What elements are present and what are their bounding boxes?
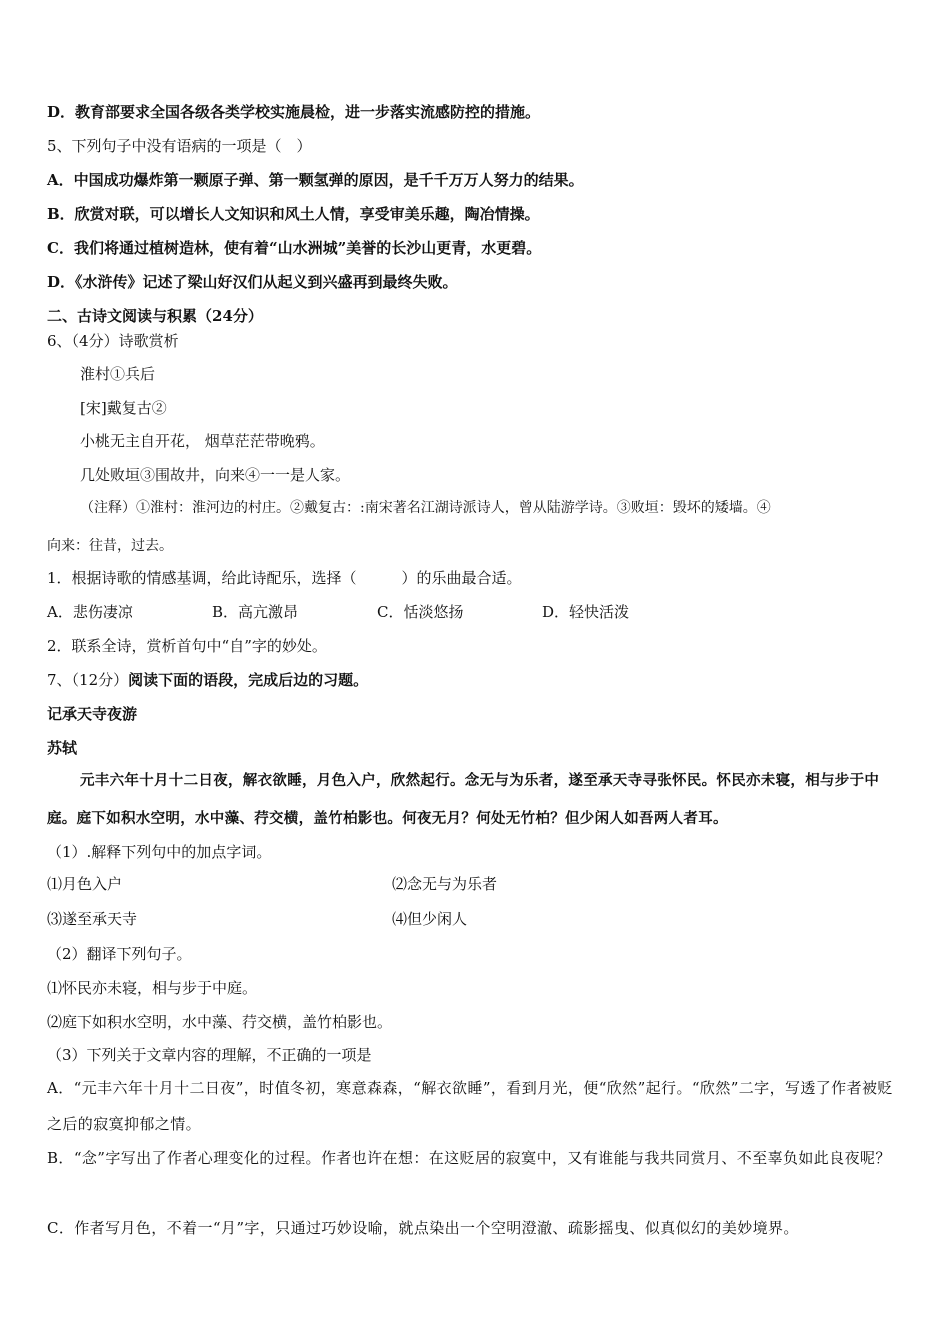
q7-part2-item-2: ⑵庭下如积水空明，水中藻、荇交横，盖竹柏影也。 [47,1013,393,1031]
q7-part2-stem: （2）翻译下列句子。 [47,945,192,963]
q5-option-d: D．《水浒传》记述了梁山好汉们从起义到兴盛再到最终失败。 [47,273,458,291]
q7-part1-item-2: ⑵念无与为乐者 [392,875,498,893]
poem-title: 淮村①兵后 [80,365,156,383]
q6-sub1-option-b: B．高亢激昂 [212,603,299,621]
section-heading: 二、古诗文阅读与积累（24分） [47,307,263,325]
q6-sub1-option-a: A．悲伤凄凉 [47,603,133,621]
poem-notes: （注释）①淮村：淮河边的村庄。②戴复古：:南宋著名江湖诗派诗人，曾从陆游学诗。③败垣：毁坏的矮墙。④ [80,500,771,516]
passage-title: 记承天寺夜游 [47,705,138,723]
poem-notes-cont: 向来：往昔，过去。 [47,538,173,554]
q5-option-a: A．中国成功爆炸第一颗原子弹、第一颗氢弹的原因，是千千万万人努力的结果。 [47,171,584,189]
q6-sub1: 1．根据诗歌的情感基调，给此诗配乐，选择（ ）的乐曲最合适。 [47,569,522,587]
q6-sub1-option-d: D．轻快活泼 [542,603,630,621]
q6-sub1-option-c: C．恬淡悠扬 [377,603,464,621]
q5-option-b: B．欣赏对联，可以增长人文知识和风土人情，享受审美乐趣，陶冶情操。 [47,205,540,223]
q7-part3-option-b: B．“念”字写出了作者心理变化的过程。作者也许在想：在这贬居的寂寞中，又有谁能与我共同赏月、不至辜负如此良夜呢？ [47,1149,891,1167]
poem-author: [宋]戴复古② [80,399,167,417]
q7-stem-prefix: 7、（12分） [47,671,129,689]
poem-line-1: 小桃无主自开花， 烟草茫茫带晚鸦。 [80,432,325,450]
q7-part3-option-c: C．作者写月色，不着一“月”字，只通过巧妙设喻，就点染出一个空明澄澈、疏影摇曳、似真似幻的美妙境界。 [47,1219,799,1237]
q7-stem [47,670,368,690]
q7-part1-item-3: ⑶遂至承天寺 [47,910,138,928]
q4-option-d: D．教育部要求全国各级各类学校实施晨检，进一步落实流感防控的措施。 [47,103,541,121]
passage-text: 元丰六年十月十二日夜，解衣欲睡，月色入户，欣然起行。念无与为乐者，遂至承天寺寻张怀民。怀民亦未寝，相与步于中庭。庭下如积水空明，水中藻、荇交横，盖竹柏影也。何夜无月？何处无竹柏？但少闲人如吾两人者耳。 [47,772,880,827]
q7-part1-item-4: ⑷但少闲人 [392,910,468,928]
q5-stem: 5、下列句子中没有语病的一项是（ ） [47,137,312,155]
poem-line-2: 几处败垣③围故井，向来④一一是人家。 [80,466,351,484]
q5-option-c: C．我们将通过植树造林，使有着“山水洲城”美誉的长沙山更青，水更碧。 [47,239,542,257]
q7-part1-stem: （1）.解释下列句中的加点字词。 [47,843,272,861]
q6-sub2: 2．联系全诗，赏析首句中“自”字的妙处。 [47,637,327,655]
q7-part3-option-a: A．“元丰六年十月十二日夜”，时值冬初，寒意森森，“解衣欲睡”，看到月光，便“欣然”起行。“欣然”二字，写透了作者被贬之后的寂寞抑郁之情。 [47,1079,893,1133]
q7-stem-instruction: 阅读下面的语段，完成后边的习题。 [128,671,369,689]
q7-part3-stem: （3）下列关于文章内容的理解，不正确的一项是 [47,1046,372,1064]
passage-author: 苏轼 [47,739,78,757]
q7-part2-item-1: ⑴怀民亦未寝，相与步于中庭。 [47,979,258,997]
q7-part1-item-1: ⑴月色入户 [47,875,123,893]
q6-stem: 6、（4分）诗歌赏析 [47,332,179,350]
